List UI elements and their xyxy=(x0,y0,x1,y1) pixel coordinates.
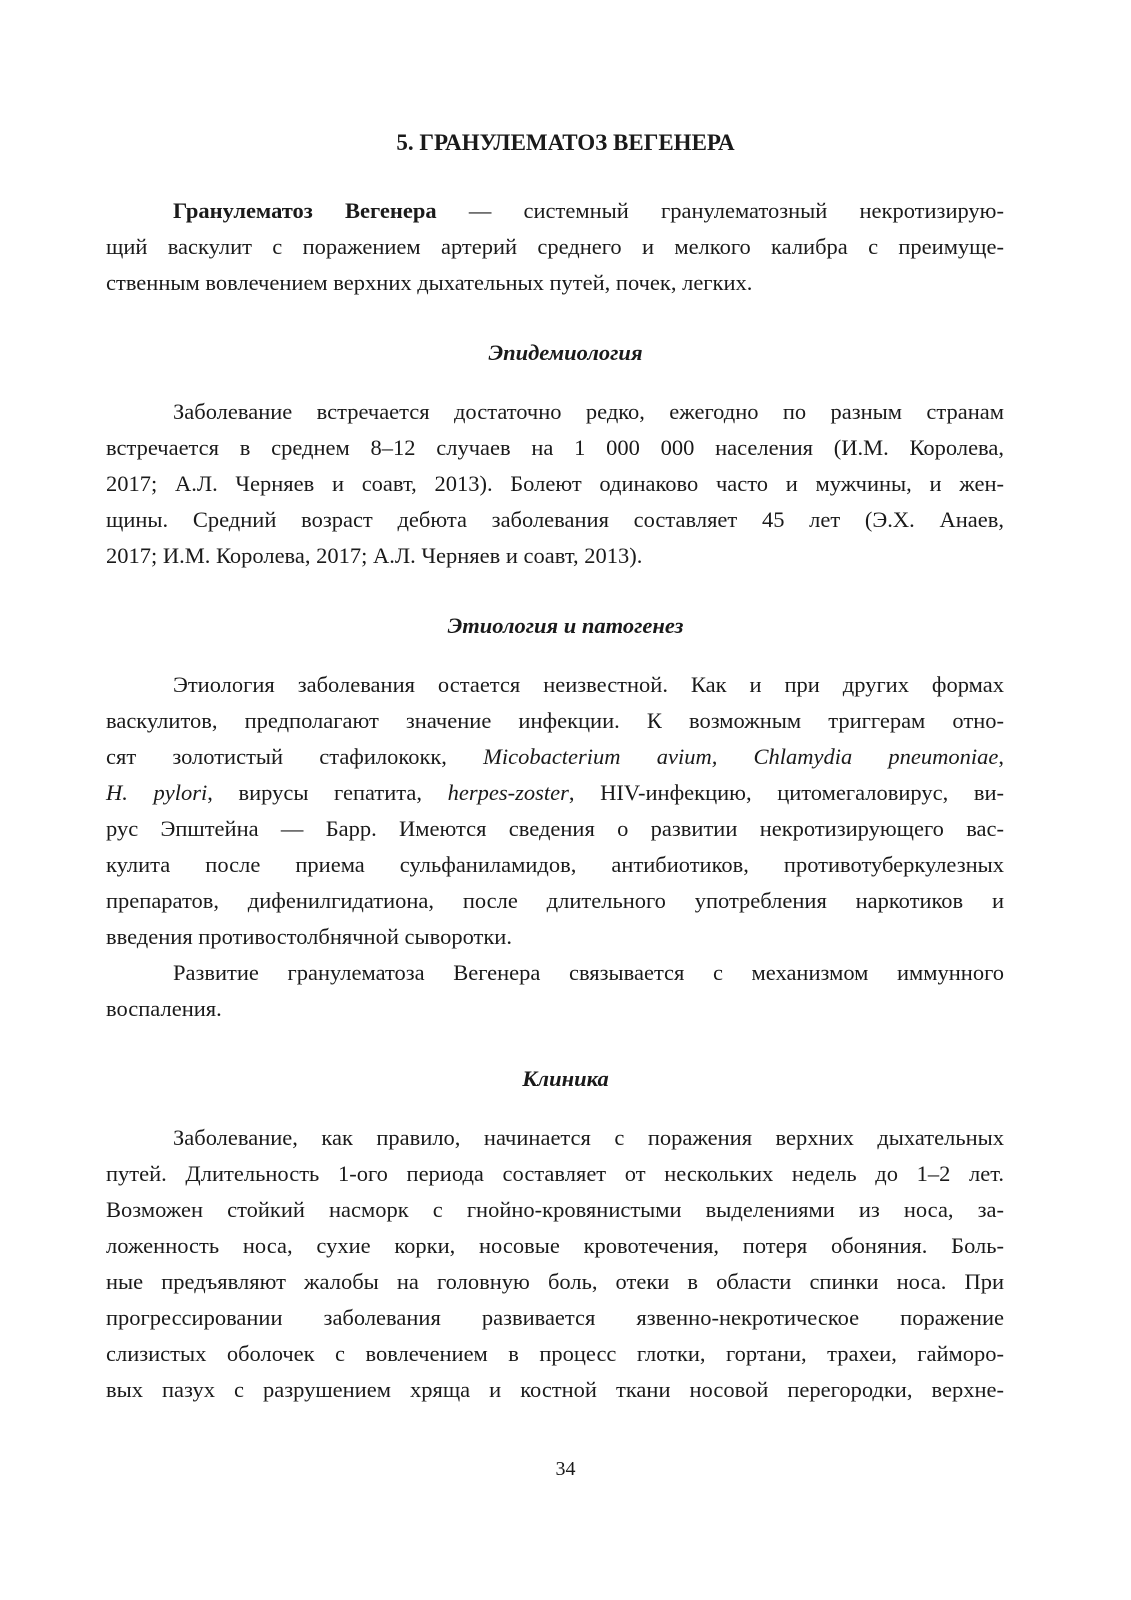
definition-term: Гранулематоз Вегенера xyxy=(173,198,437,223)
etiology-line: васкулитов, предполагают значение инфекции. К возможным триггерам отно- xyxy=(106,708,1004,733)
clinic-line: прогрессировании заболевания развивается язвенно-некротическое поражение xyxy=(106,1305,1004,1330)
italic-species-name: H. pylori xyxy=(106,780,208,805)
definition-line-1: Гранулематоз Вегенера — системный гранулематозный некротизирую- xyxy=(173,198,1004,223)
italic-species-names: Micobacterium avium, Chlamydia pneumoniae xyxy=(483,744,999,769)
etiology-line: Развитие гранулематоза Вегенера связывается с механизмом иммунного xyxy=(173,960,1004,985)
clinic-line: Заболевание, как правило, начинается с поражения верхних дыхательных xyxy=(173,1125,1004,1150)
chapter-title: 5. ГРАНУЛЕМАТОЗ ВЕГЕНЕРА xyxy=(396,130,735,155)
italic-virus-name: herpes-zoster xyxy=(447,780,569,805)
epidemiology-line: Заболевание встречается достаточно редко, ежегодно по разным странам xyxy=(173,399,1004,424)
etiology-line: рус Эпштейна — Барр. Имеются сведения о развитии некротизирующего вас- xyxy=(106,816,1004,841)
definition-line-3: ственным вовлечением верхних дыхательных путей, почек, легких. xyxy=(106,270,753,295)
clinic-line: вых пазух с разрушением хряща и костной ткани носовой перегородки, верхне- xyxy=(106,1377,1004,1402)
clinic-line: слизистых оболочек с вовлечением в процесс глотки, гортани, трахеи, гайморо- xyxy=(106,1341,1004,1366)
clinic-line: ные предъявляют жалобы на головную боль, отеки в области спинки носа. При xyxy=(106,1269,1004,1294)
epidemiology-line: 2017; И.М. Королева, 2017; А.Л. Черняев и соавт, 2013). xyxy=(106,543,643,568)
clinic-line: Возможен стойкий насморк с гнойно-кровянистыми выделениями из носа, за- xyxy=(106,1197,1004,1222)
section-heading-epidemiology: Эпидемиология xyxy=(488,340,643,365)
etiology-line: Этиология заболевания остается неизвестной. Как и при других формах xyxy=(173,672,1004,697)
clinic-line: путей. Длительность 1-ого периода составляет от нескольких недель до 1–2 лет. xyxy=(106,1161,1004,1186)
etiology-line: воспаления. xyxy=(106,996,222,1021)
etiology-line: сят золотистый стафилококк, Micobacterium avium, Chlamydia pneumoniae, xyxy=(106,744,1004,769)
etiology-line: кулита после приема сульфаниламидов, антибиотиков, противотуберкулезных xyxy=(106,852,1004,877)
clinic-line: ложенность носа, сухие корки, носовые кровотечения, потеря обоняния. Боль- xyxy=(106,1233,1004,1258)
etiology-line: введения противостолбнячной сыворотки. xyxy=(106,924,512,949)
page-number: 34 xyxy=(555,1458,576,1480)
section-heading-clinic: Клиника xyxy=(522,1066,609,1091)
epidemiology-line: встречается в среднем 8–12 случаев на 1 000 000 населения (И.М. Королева, xyxy=(106,435,1004,460)
etiology-line: препаратов, дифенилгидатиона, после длительного употребления наркотиков и xyxy=(106,888,1004,913)
definition-line-2: щий васкулит с поражением артерий среднего и мелкого калибра с преимуще- xyxy=(106,234,1004,259)
epidemiology-line: щины. Средний возраст дебюта заболевания составляет 45 лет (Э.Х. Анаев, xyxy=(106,507,1004,532)
etiology-line: H. pylori, вирусы гепатита, herpes-zoster, HIV-инфекцию, цитомегаловирус, ви- xyxy=(106,780,1004,805)
section-heading-etiology: Этиология и патогенез xyxy=(447,613,684,638)
epidemiology-line: 2017; А.Л. Черняев и соавт, 2013). Болеют одинаково часто и мужчины, и жен- xyxy=(106,471,1004,496)
